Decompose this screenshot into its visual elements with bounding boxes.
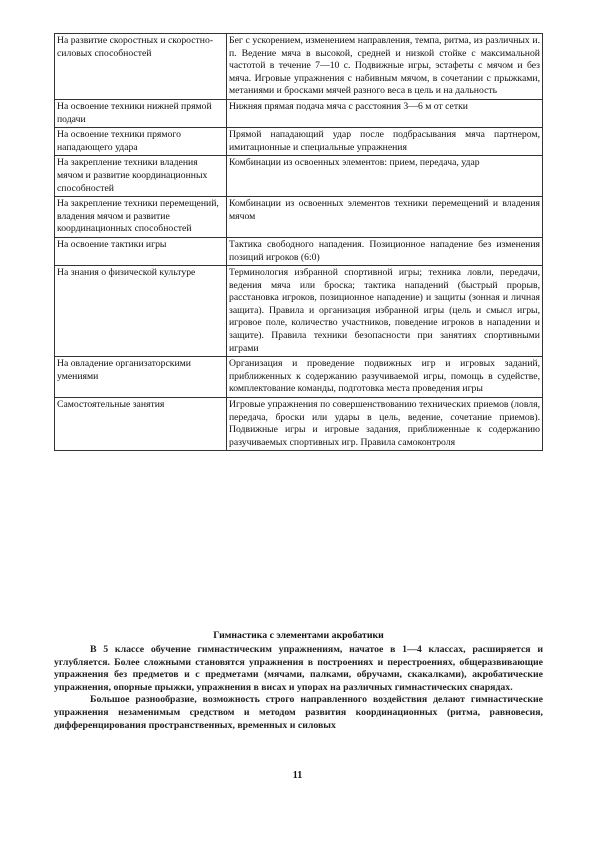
table-row xyxy=(55,357,543,398)
content-cell: Комбинации из освоенных элементов: прием, передача, удар xyxy=(227,156,543,197)
section-body xyxy=(54,644,543,732)
content-cell: Бег с ускорением, изменением направления, темпа, ритма, из различных и. п. Ведение мяча в высокой, средней и низкой стойке с максимальной частотой в течение 7—10 с. Подвижные игры, эстафеты с мячом и без мяча. Игровые упражнения с набивным мячом, в сочетании с прыжками, метаниями и бросками мячей разного веса в цель и на дальность xyxy=(227,34,543,100)
table-row xyxy=(55,197,543,238)
table-row xyxy=(55,34,543,100)
table-row xyxy=(55,266,543,357)
content-cell: Игровые упражнения по совершенствованию технических приемов (ловля, передача, броски или удары в цель, ведение, сочетание приемов). Подвижные игры и игровые задания, приближенные к содержанию разучиваемых спортивных игр. Правила самоконтроля xyxy=(227,398,543,451)
content-cell: Организация и проведение подвижных игр и игровых заданий, приближенных к содержанию разучиваемой игры, помощь в судействе, комплектование команды, подготовка места проведения игры xyxy=(227,357,543,398)
table-row xyxy=(55,128,543,156)
page-number: 11 xyxy=(292,770,303,781)
table-row xyxy=(55,99,543,127)
content-cell: Прямой нападающий удар после подбрасывания мяча партнером, имитационные и специальные упражнения xyxy=(227,128,543,156)
section-heading: Гимнастика с элементами акробатики xyxy=(213,630,384,641)
content-cell: Комбинации из освоенных элементов техники перемещений и владения мячом xyxy=(227,197,543,238)
content-cell: Нижняя прямая подача мяча с расстояния 3—6 м от сетки xyxy=(227,99,543,127)
table-row xyxy=(55,398,543,451)
goal-cell: На освоение тактики игры xyxy=(55,237,227,265)
goal-cell: На закрепление техники владения мячом и развитие координационных способностей xyxy=(55,156,227,197)
goal-cell: Самостоятельные занятия xyxy=(55,398,227,451)
content-cell: Тактика свободного нападения. Позиционное нападение без изменения позиций игроков (6:0) xyxy=(227,237,543,265)
goal-cell: На закрепление техники перемещений, владения мячом и развитие координационных способностей xyxy=(55,197,227,238)
exercise-table xyxy=(54,33,543,451)
goal-cell: На знания о физической культуре xyxy=(55,266,227,357)
content-cell: Терминология избранной спортивной игры; техника ловли, передачи, ведения мяча или броска; тактика нападений (быстрый прорыв, расстановка игроков, позиционное нападение) и защиты (зонная и личная защита). Правила и организация избранной игры (цель и смысл игры, игровое поле, количество участников, поведение игроков в нападении и защите). Правила техники безопасности при занятиях спортивными играми xyxy=(227,266,543,357)
goal-cell: На овладение организаторскими умениями xyxy=(55,357,227,398)
table-row xyxy=(55,156,543,197)
goal-cell: На освоение техники прямого нападающего удара xyxy=(55,128,227,156)
goal-cell: На освоение техники нижней прямой подачи xyxy=(55,99,227,127)
paragraph: В 5 классе обучение гимнастическим упражнениям, начатое в 1—4 классах, расширяется и углубляется. Более сложными становятся упражнения в построениях и перестроениях, общеразвивающие упражнения без предметов и с предметами (мячами, палками, обручами, скакалками), акробатические упражнения, опорные прыжки, упражнения в висах и упорах на различных гимнастических снарядах. xyxy=(54,644,543,693)
paragraph: Большое разнообразие, возможность строго направленного воздействия делают гимнастические упражнения незаменимым средством и методом развития координационных (ритма, равновесия, дифференцирования пространственных, временных и силовых xyxy=(54,694,543,731)
table-row xyxy=(55,237,543,265)
goal-cell: На развитие скоростных и скоростно-силовых способностей xyxy=(55,34,227,100)
